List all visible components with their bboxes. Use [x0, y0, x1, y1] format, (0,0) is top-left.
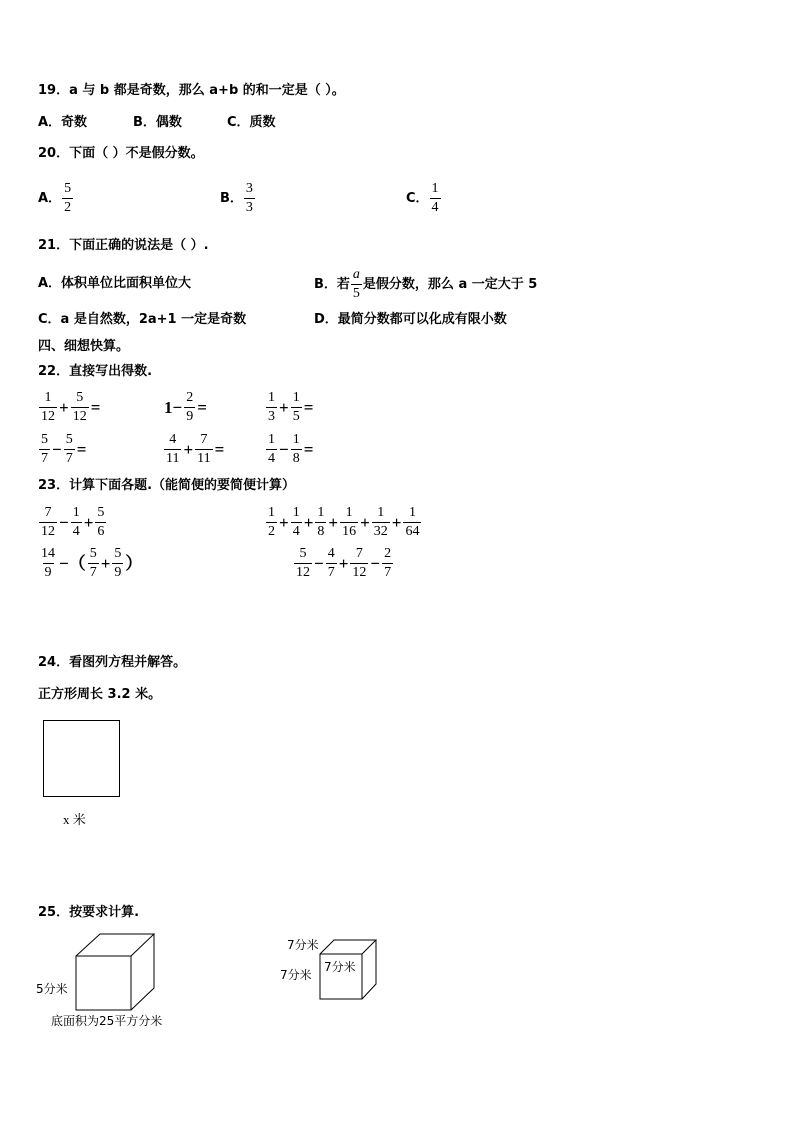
- cube-2-left-label: 7分米: [280, 968, 312, 982]
- fraction: $\frac{7}{11}$: [197, 432, 211, 466]
- fraction: $\frac{a}{5}$: [352, 267, 360, 301]
- fraction: $\frac{7}{12}$: [41, 505, 55, 539]
- fraction: $\frac{5}{7}$: [65, 432, 73, 466]
- operator: −（: [59, 553, 86, 573]
- cube-2-front-label: 7分米: [324, 960, 356, 974]
- fraction: $\frac{5}{2}$: [64, 181, 72, 215]
- q23-expression-1: [38, 505, 107, 540]
- q20-option-b: [220, 181, 256, 216]
- fraction: $\frac{3}{3}$: [245, 181, 253, 215]
- fraction: $\frac{2}{9}$: [186, 390, 194, 424]
- fraction: $\frac{1}{8}$: [317, 505, 325, 539]
- q21-option-b: [314, 267, 537, 302]
- equals-sign: =: [303, 439, 314, 459]
- fraction: $\frac{4}{11}$: [166, 432, 180, 466]
- fraction: $\frac{1}{5}$: [292, 390, 300, 424]
- cube-2-top-label: 7分米: [287, 938, 319, 952]
- q21-stem: 21．下面正确的说法是（ ）.: [38, 238, 209, 253]
- operator: −: [279, 439, 289, 459]
- q22-expression-6: [265, 432, 314, 467]
- q24-given: 正方形周长 3.2 米。: [38, 687, 162, 702]
- fraction: $\frac{5}{12}$: [72, 390, 87, 424]
- q24-stem: 24．看图列方程并解答。: [38, 655, 187, 670]
- operator: −: [370, 553, 381, 573]
- fraction: $\frac{1}{4}$: [292, 505, 300, 539]
- square-figure: [43, 720, 120, 797]
- q19-option-a: A．奇数: [38, 115, 88, 130]
- fraction: $\frac{5}{7}$: [41, 432, 48, 466]
- q22-expression-3: [265, 390, 314, 425]
- fraction: $\frac{1}{64}$: [405, 505, 420, 539]
- fraction: $\frac{1}{4}$: [431, 181, 439, 215]
- equals-sign: =: [303, 397, 314, 417]
- q23-stem: 23．计算下面各题.（能简便的要简便计算）: [38, 478, 296, 493]
- operator: +: [360, 512, 370, 532]
- q20-option-c-label: C．: [406, 190, 429, 206]
- operator: +: [338, 553, 349, 573]
- fraction: $\frac{1}{16}$: [342, 505, 357, 539]
- operator: +: [59, 397, 69, 417]
- fraction: $\frac{1}{4}$: [72, 505, 80, 539]
- square-side-label: x 米: [63, 812, 86, 827]
- q22-expression-1: [38, 390, 101, 425]
- cube-1-figure: [70, 930, 160, 1012]
- q23-expression-2: [265, 505, 422, 540]
- fraction: $\frac{5}{6}$: [97, 505, 105, 539]
- q22-expression-4: [38, 432, 87, 467]
- fraction: $\frac{1}{32}$: [373, 505, 388, 539]
- cube-1-height-label: 5分米: [36, 982, 68, 996]
- operator: +: [328, 512, 339, 532]
- fraction: $\frac{14}{9}$: [41, 546, 55, 580]
- q20-option-c: [406, 181, 442, 216]
- operator: +: [279, 397, 289, 417]
- operator: +: [183, 439, 194, 459]
- fraction: $\frac{1}{2}$: [268, 505, 275, 539]
- q23-expression-3: [38, 546, 143, 581]
- section-heading: 四、细想快算。: [38, 339, 130, 354]
- q20-option-b-label: B．: [220, 190, 243, 206]
- operator: 1−: [164, 397, 183, 417]
- q19-option-c: C．质数: [227, 115, 276, 130]
- q20-option-a: [38, 181, 74, 216]
- q19-stem: 19．a 与 b 都是奇数，那么 a+b 的和一定是（ ）。: [38, 83, 345, 98]
- fraction: $\frac{1}{3}$: [268, 390, 275, 424]
- fraction: $\frac{2}{7}$: [384, 546, 392, 580]
- q22-expression-2: [163, 390, 208, 425]
- equals-sign: =: [214, 439, 225, 459]
- q21-option-b-suffix: 是假分数，那么 a 一定大于 5: [362, 276, 538, 292]
- operator: +: [391, 512, 402, 532]
- operator: −: [52, 439, 62, 459]
- operator: +: [303, 512, 314, 532]
- operator: +: [279, 512, 289, 532]
- q23-expression-4: [293, 546, 394, 581]
- q22-stem: 22．直接写出得数.: [38, 364, 153, 379]
- fraction: $\frac{7}{12}$: [352, 546, 367, 580]
- operator: +: [100, 553, 111, 573]
- q21-option-c: C．a 是自然数，2a+1 一定是奇数: [38, 312, 247, 327]
- equals-sign: =: [90, 397, 101, 417]
- fraction: $\frac{5}{9}$: [114, 546, 122, 580]
- equals-sign: =: [76, 439, 87, 459]
- fraction: $\frac{1}{4}$: [268, 432, 275, 466]
- q21-option-d: D．最简分数都可以化成有限小数: [314, 312, 507, 327]
- q21-option-b-prefix: B．若: [314, 276, 350, 292]
- q20-option-a-label: A．: [38, 190, 62, 206]
- q21-option-a: A．体积单位比面积单位大: [38, 276, 192, 291]
- cube-1-base-label: 底面积为25平方分米: [51, 1014, 163, 1028]
- equals-sign: =: [197, 397, 207, 417]
- fraction: $\frac{1}{12}$: [41, 390, 55, 424]
- operator: ）: [125, 553, 143, 573]
- q19-option-b: B．偶数: [133, 115, 182, 130]
- fraction: $\frac{4}{7}$: [327, 546, 335, 580]
- fraction: $\frac{5}{7}$: [89, 546, 97, 580]
- operator: +: [83, 512, 94, 532]
- operator: −: [59, 512, 69, 532]
- fraction: $\frac{5}{12}$: [296, 546, 310, 580]
- q22-expression-5: [163, 432, 225, 467]
- operator: −: [314, 553, 324, 573]
- fraction: $\frac{1}{8}$: [292, 432, 300, 466]
- q25-stem: 25．按要求计算.: [38, 905, 140, 920]
- q20-stem: 20．下面（ ）不是假分数。: [38, 146, 204, 161]
